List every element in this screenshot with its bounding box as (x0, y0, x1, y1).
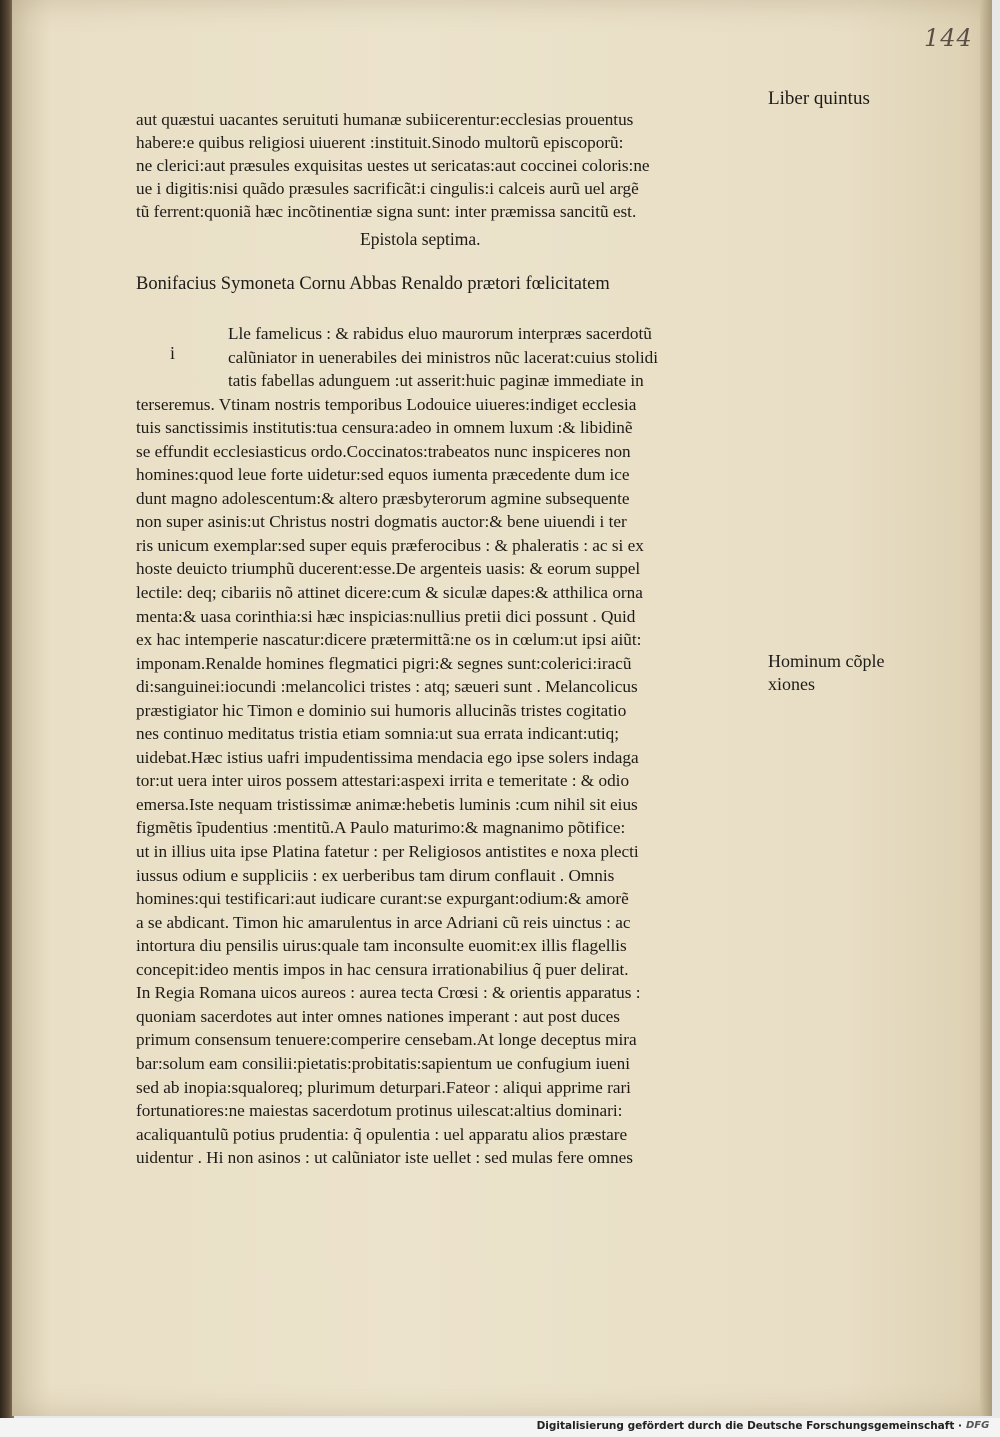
text-line: lectile: deq; cibariis nõ attinet dicere:cum & siculæ dapes:& atthilica orna (136, 583, 643, 603)
funding-notice: Digitalisierung gefördert durch die Deutsche Forschungsgemeinschaft · (536, 1420, 962, 1432)
text-line: sed ab inopia:squaloreq; plurimum deturpari.Fateor : aliqui apprime rari (136, 1077, 631, 1097)
text-line: menta:& uasa corinthia:si hæc inspicias:nullius pretii dici possunt . Quid (136, 606, 636, 626)
text-line: habere:e quibus religiosi uiuerent :instituit.Sinodo multorũ episcoporũ: (136, 133, 624, 152)
text-line: se effundit ecclesiasticus ordo.Coccinatos:trabeatos nunc inspiceres non (136, 441, 631, 461)
text-line: tatis fabellas adunguem :ut asserit:huic paginæ immediate in (228, 371, 644, 391)
running-head: Liber quintus (768, 88, 870, 109)
show-through (800, 186, 805, 207)
text-line: homines:quod leue forte uidetur:sed equos iumenta præcedente dum ice (136, 465, 630, 485)
text-line: concepit:ideo mentis impos in hac censura irrationabilius q̃ puer delirat. (136, 959, 629, 979)
text-line: di:sanguinei:iocundi :melancolici tristes : atq; sæueri sunt . Melancolicus (136, 677, 638, 697)
epistola-heading: Epistola septima. (360, 229, 481, 249)
dfg-logo: DFG (966, 1420, 990, 1431)
text-line: figmẽtis ĩpudentius :mentitũ.A Paulo maturimo:& magnanimo põtifice: (136, 818, 626, 838)
text-line: aut quæstui uacantes seruituti humanæ subiicerentur:ecclesias prouentus (136, 110, 634, 129)
text-line: In Regia Romana uicos aureos : aurea tecta Crœsi : & orientis apparatus : (136, 983, 641, 1003)
text-line: uidebat.Hæc istius uafri impudentissima mendacia ego ipse solers indaga (136, 747, 639, 767)
text-line: calũniator in uenerabiles dei ministros nũc lacerat:cuius stolidi (228, 347, 659, 367)
text-line: iussus odium e suppliciis : ex uerberibus tam dirum conflauit . Omnis (136, 865, 615, 885)
text-line: quoniam sacerdotes aut inter omnes nationes imperant : aut post duces (136, 1006, 620, 1026)
text-line: ue i digitis:nisi quãdo præsules sacrificãt:i cingulis:i calceis aurũ uel argẽ (136, 179, 639, 198)
text-line: tor:ut uera inter uiros possem attestari:aspexi irrita e temeritate : & odio (136, 771, 630, 791)
text-line: intortura diu pensilis uirus:quale tam inconsulte euomit:ex illis flagellis (136, 936, 627, 956)
folio-number: 144 (924, 24, 973, 52)
salutation-line: Bonifacius Symoneta Cornu Abbas Renaldo prætori fœlicitatem (136, 274, 610, 294)
text-line: hoste deuicto triumphũ ducerent:esse.De argenteis uasis: & eorum suppel (136, 559, 641, 579)
text-line: ris unicum exemplar:sed super equis præferocibus : & phaleratis : ac si ex (136, 535, 644, 555)
text-line: præstigiator hic Timon e dominio sui humoris allucinãs tristes cogitatio (136, 700, 627, 720)
text-line: non super asinis:ut Christus nostri dogmatis auctor:& bene uiuendi i ter (136, 512, 627, 532)
text-line: ex hac intemperie nascatur:dicere prætermittã:ne os in cœlum:ut ipsi aiũt: (136, 630, 642, 650)
marginal-note (768, 650, 884, 696)
marginal-note-line: Hominum cõple (768, 651, 885, 671)
text-line: emersa.Iste nequam tristissimæ animæ:hebetis luminis :cum nihil sit eius (136, 794, 638, 814)
text-line: primum consensum tenuere:comperire censebam.At longe deceptus mira (136, 1030, 637, 1050)
text-line: nes continuo meditatus tristia etiam somnia:ut sua errata indicant:utiq; (136, 724, 620, 744)
text-line: ut in illius uita ipse Platina fatetur : per Religiosos antistites e noxa plecti (136, 842, 639, 862)
text-line: fortunatiores:ne maiestas sacerdotum protinus uilescat:altius dominari: (136, 1101, 623, 1121)
text-line: acaliquantulũ potius prudentia: q̃ opulentia : uel apparatu alios præstare (136, 1124, 628, 1144)
text-line: ne clerici:aut præsules exquisitas uestes ut sericatas:aut coccinei coloris:ne (136, 156, 650, 175)
text-line: imponam.Renalde homines flegmatici pigri:& segnes sunt:colerici:iracũ (136, 653, 632, 673)
text-line: homines:qui testificari:aut iudicare curant:se expurgant:odium:& amorẽ (136, 889, 629, 909)
marginal-note-line: xiones (768, 674, 815, 694)
letter-body (136, 322, 772, 1170)
text-line: uidentur . Hi non asinos : ut calũniator iste uellet : sed mulas fere omnes (136, 1148, 633, 1168)
text-line: Lle famelicus : & rabidus eluo maurorum interpræs sacerdotũ (228, 324, 652, 343)
guide-letter: i (170, 343, 176, 363)
text-line: terseremus. Vtinam nostris temporibus Lodouice uiueres:indiget ecclesia (136, 394, 637, 414)
text-line: a se abdicant. Timon hic amarulentus in arce Adriani cũ reis uinctus : ac (136, 912, 631, 932)
page-edge (980, 0, 992, 1416)
text-line: tũ ferrent:quoniã hæc incõtinentiæ signa sunt: inter præmissa sancitũ est. (136, 202, 637, 221)
text-line: dunt magno adolescentum:& altero præsbyterorum agmine subsequente (136, 488, 630, 508)
footer-bar (0, 1418, 1000, 1437)
text-line: bar:solum eam consilii:pietatis:probitatis:sapientum ue confugium iueni (136, 1053, 631, 1073)
intro-paragraph (136, 108, 766, 223)
text-line: tuis sanctissimis institutis:tua censura:adeo in omnem luxum :& libidinẽ (136, 418, 633, 438)
